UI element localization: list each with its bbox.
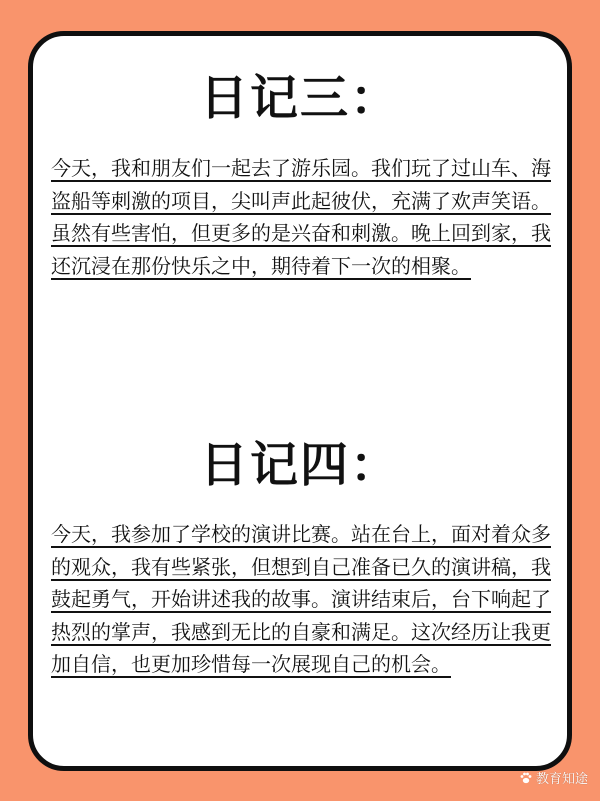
diary-3-body: 今天，我和朋友们一起去了游乐园。我们玩了过山车、海盗船等刺激的项目，尖叫声此起彼伏，充满了欢声笑语。虽然有些害怕，但更多的是兴奋和刺激。晚上回到家，我还沉浸在那份快乐之中，期待着下一次的相聚。 <box>51 156 551 278</box>
diary-3-title: 日记三： <box>199 70 400 126</box>
diary-4-title: 日记四： <box>199 437 400 493</box>
watermark <box>519 768 588 787</box>
paw-icon <box>519 771 533 785</box>
diary-card <box>28 31 572 771</box>
watermark-text: 教育知途 <box>535 772 588 787</box>
diary-4-body: 今天，我参加了学校的演讲比赛。站在台上，面对着众多的观众，我有些紧张，但想到自己准备已久的演讲稿，我鼓起勇气，开始讲述我的故事。演讲结束后，台下响起了热烈的掌声，我感到无比的自豪和满足。这次经历让我更加自信，也更加珍惜每一次展现自己的机会。 <box>51 522 551 676</box>
